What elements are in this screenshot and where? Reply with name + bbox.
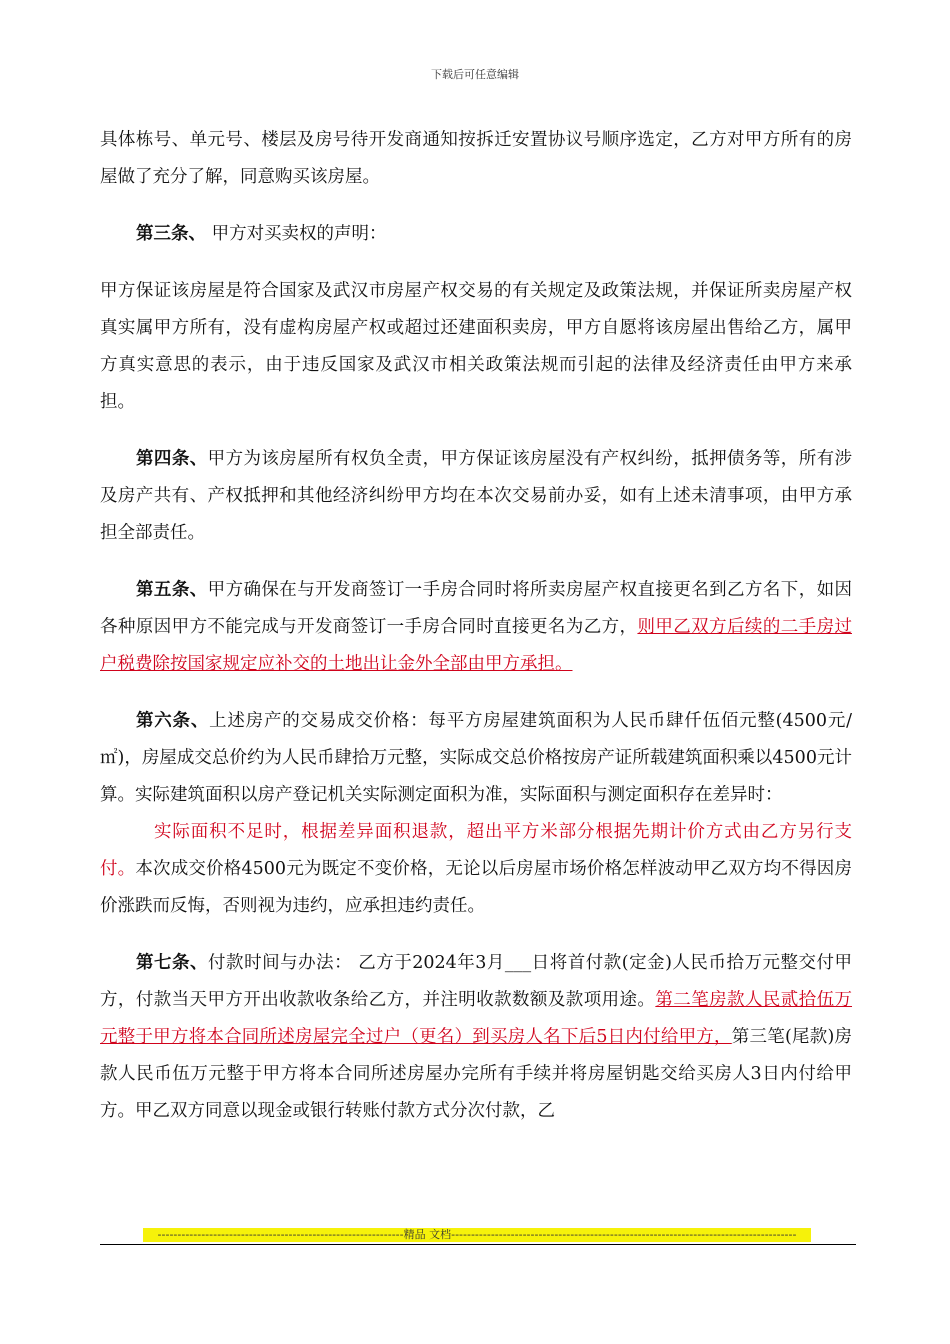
article-7 [100, 945, 852, 1130]
article-7-text-2: 第三笔(尾款)房款人民币伍万元整于甲方将本合同所述房屋办完所有手续并将房屋钥匙交给买房人3日内付给甲方。甲乙双方同意以现金或银行转账付款方式分次付款，乙 [100, 1027, 852, 1121]
page-header: 下载后可任意编辑 [431, 68, 519, 81]
article-7-highlight: 第二笔房款人民贰拾伍万元整于甲方将本合同所述房屋完全过户（更名）到买房人名下后5日内付给甲方， [100, 990, 853, 1047]
article-5-label: 第五条、 [136, 580, 208, 600]
article-6-text-2: 本次成交价格4500元为既定不变价格，无论以后房屋市场价格怎样波动甲乙双方均不得因房价涨跌而反悔，否则视为违约，应承担违约责任。 [100, 859, 852, 916]
footer-banner: --------------------------------------------------------------精品 文档--------------------------------------------------------------------------------------- [143, 1228, 811, 1242]
article-4 [100, 441, 852, 552]
article-6-highlight: 实际面积不足时，根据差异面积退款，超出平方米部分根据先期计价方式由乙方另行支付。 [100, 822, 852, 879]
article-7-label: 第七条、 [136, 953, 209, 973]
footer-divider [100, 1244, 856, 1245]
article-3-body: 甲方保证该房屋是符合国家及武汉市房屋产权交易的有关规定及政策法规，并保证所卖房屋产权真实属甲方所有，没有虚构房屋产权或超过还建面积卖房，甲方自愿将该房屋出售给乙方，属甲方真实意思的表示，由于违反国家及武汉市相关政策法规而引起的法律及经济责任由甲方来承担。 [100, 281, 852, 412]
article-6 [100, 703, 852, 814]
article-6-text: 上述房产的交易成交价格：每平方房屋建筑面积为人民币肆仟伍佰元整(4500元/㎡)，房屋成交总价约为人民币肆拾万元整，实际成交总价格按房产证所载建筑面积乘以4500元计算。实际建筑面积以房产登记机关实际测定面积为准，实际面积与测定面积存在差异时： [100, 711, 852, 805]
article-5 [100, 572, 852, 683]
document-body [100, 122, 852, 1130]
article-3-heading [100, 216, 852, 253]
article-7-text: 付款时间与办法： 乙方于2024年3月___日将首付款(定金)人民币拾万元整交付甲方，付款当天甲方开出收款收条给乙方，并注明收款数额及款项用途。 [100, 953, 853, 1010]
article-5-highlight: 则甲乙双方后续的二手房过户税费除按国家规定应补交的土地出让金外全部由甲方承担。 [100, 617, 852, 674]
article-3-title: 甲方对买卖权的声明： [206, 224, 387, 244]
article-3-label: 第三条、 [136, 224, 206, 244]
article-4-label: 第四条、 [136, 449, 208, 469]
article-6-continuation [100, 814, 852, 925]
article-6-label: 第六条、 [136, 711, 210, 731]
article-4-text: 甲方为该房屋所有权负全责，甲方保证该房屋没有产权纠纷，抵押债务等，所有涉及房产共有、产权抵押和其他经济纠纷甲方均在本次交易前办妥，如有上述未清事项，由甲方承担全部责任。 [100, 449, 853, 543]
article-5-text: 甲方确保在与开发商签订一手房合同时将所卖房屋产权直接更名到乙方名下，如因各种原因甲方不能完成与开发商签订一手房合同时直接更名为乙方， [100, 580, 853, 637]
paragraph-continuation: 具体栋号、单元号、楼层及房号待开发商通知按拆迁安置协议号顺序选定，乙方对甲方所有的房屋做了充分了解，同意购买该房屋。 [100, 130, 852, 187]
